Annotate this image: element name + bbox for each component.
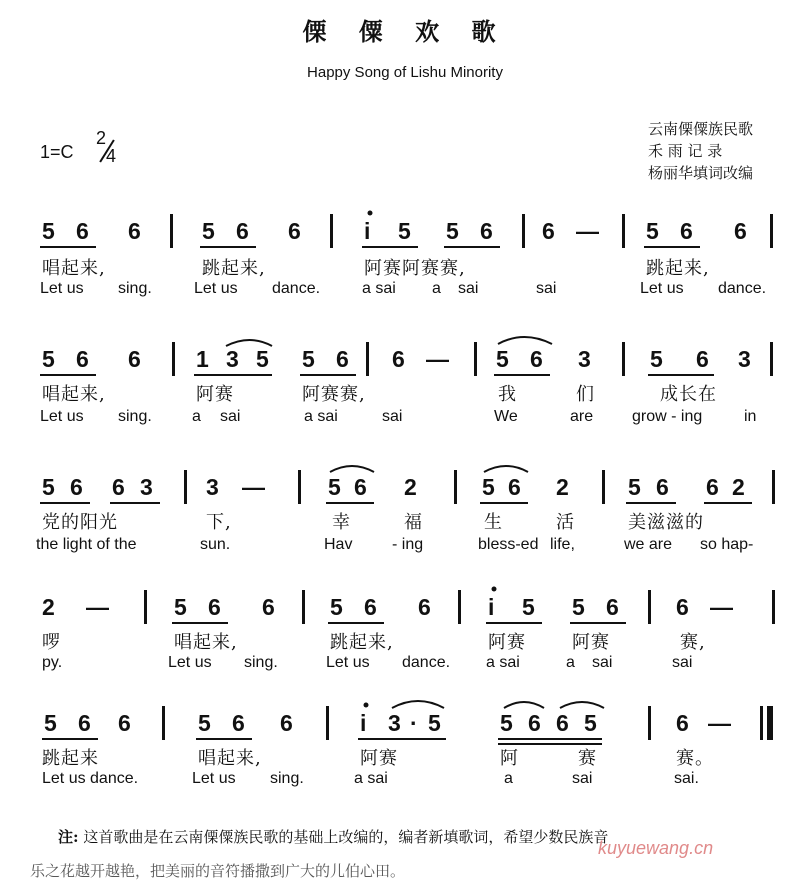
lyric-en: py. [42,654,63,671]
note: 5 [302,346,315,372]
note: 5 [650,346,663,372]
note: 6 [508,474,521,500]
note: 3 [226,346,239,372]
note: 5 [328,474,341,500]
dash: — [426,346,449,372]
note: 6 [262,594,275,620]
note: 6 [354,474,367,500]
lyric-en: Let us dance. [42,770,139,787]
dash: — [710,594,733,620]
watermark: kuyuewang.cn [598,838,714,858]
lyric-cn: 阿 [500,748,519,769]
note: 5 [500,710,513,736]
lyric-en: dance. [272,280,321,297]
slur [484,466,528,472]
lyric-en: grow - ing [632,408,703,425]
lyric-cn: 啰 [42,632,61,653]
lyric-en: a [566,654,575,671]
lyric-en: sai. [674,770,699,787]
dash: — [86,594,109,620]
lyric-en: sai [592,654,613,671]
lyric-en: Let us [40,408,84,425]
octave-dot [492,587,497,592]
note: 6 [680,218,693,244]
note: 5 [572,594,585,620]
lyric-en: in [744,408,757,425]
lyric-en: sun. [200,536,231,553]
note: 2 [404,474,417,500]
note: 6 [128,346,141,372]
note: i [364,218,371,244]
note: 5 [522,594,535,620]
lyric-cn: 阿赛阿赛赛, [364,258,466,279]
lyric-en: dance. [402,654,451,671]
lyric-en: bless-ed [478,536,539,553]
note: 6 [480,218,493,244]
song-title: 傈 僳 欢 歌 [302,17,508,46]
note: 2 [732,474,745,500]
lyric-cn: 阿赛 [572,632,610,653]
note: 6 [336,346,349,372]
note: 6 [208,594,221,620]
lyric-cn: 唱起来, [42,384,106,405]
note: 3 [738,346,751,372]
dash: — [576,218,599,244]
lyric-en: life, [550,536,575,553]
note: 6 [656,474,669,500]
lyric-en: sing. [270,770,304,787]
lyric-cn: 党的阳光 [42,512,118,533]
lyric-en: Let us [192,770,236,787]
note: 6 [676,594,689,620]
lyric-cn: 唱起来, [198,748,262,769]
lyric-en: sai [672,654,693,671]
lyric-en: sing. [118,280,152,297]
note: 3 [140,474,153,500]
note: 6 [232,710,245,736]
slur [330,466,374,472]
key-signature: 1=C [40,142,74,162]
note: i [488,594,495,620]
note: 6 [288,218,301,244]
lyric-cn: 唱起来, [174,632,238,653]
note: 6 [606,594,619,620]
note: 5 [398,218,411,244]
note: 5 [628,474,641,500]
note: 5 [496,346,509,372]
lyric-en: sai [458,280,479,297]
note: 5 [330,594,343,620]
lyric-en: Let us [40,280,84,297]
lyric-en: sing. [244,654,278,671]
note: 6 [418,594,431,620]
note: 6 [76,346,89,372]
lyric-cn: 赛, [680,632,706,653]
note: 6 [112,474,125,500]
note: 6 [118,710,131,736]
credit-origin: 云南傈僳族民歌 [648,120,754,138]
note: 5 [256,346,269,372]
lyric-en: - ing [392,536,424,553]
note: 5 [646,218,659,244]
note: 6 [542,218,555,244]
credit-recorder: 禾 雨 记 录 [648,142,723,160]
lyric-en: sai [220,408,241,425]
note: 5 [584,710,597,736]
lyric-en: the light of the [36,536,137,553]
footnote [58,826,608,847]
lyric-en: so hap- [700,536,754,553]
lyric-cn: 唱起来, [42,258,106,279]
note: 6 [236,218,249,244]
note: 2 [42,594,55,620]
note: 5 [198,710,211,736]
dot: · [410,710,418,736]
slur [226,340,272,346]
lyric-cn: 我 [498,384,517,405]
note: 3 [388,710,401,736]
lyric-cn: 阿赛 [488,632,526,653]
footnote-text: 这首歌曲是在云南傈僳族民歌的基础上改编的，编者新填歌词，希望少数民族音 [83,828,609,846]
lyric-en: Hav [324,536,353,553]
slur [560,702,604,708]
note: 6 [76,218,89,244]
lyric-cn: 们 [576,384,595,405]
lyric-en: dance. [718,280,767,297]
lyric-en: Let us [326,654,370,671]
lyric-cn: 生 [484,512,503,533]
lyric-cn: 赛。 [676,748,714,769]
note: 6 [78,710,91,736]
note: 5 [428,710,441,736]
lyric-cn: 活 [556,512,575,533]
note: 2 [556,474,569,500]
lyric-cn: 下, [206,512,232,533]
lyric-en: are [570,408,594,425]
lyric-cn: 跳起来, [202,258,266,279]
note: 6 [128,218,141,244]
lyric-cn: 跳起来, [330,632,394,653]
note: 5 [174,594,187,620]
note: 6 [706,474,719,500]
note: 6 [556,710,569,736]
lyric-en: a [504,770,513,787]
footnote-line-2: 乐之花越开越艳，把美丽的音符播撒到广大的儿伯心田。 [30,862,406,880]
note: 5 [44,710,57,736]
note: 1 [196,346,209,372]
note: 6 [392,346,405,372]
note: 6 [528,710,541,736]
lyric-cn: 成长在 [660,384,717,405]
note: 5 [42,346,55,372]
note: 6 [530,346,543,372]
lyric-cn: 赛 [578,748,597,769]
note: 5 [42,474,55,500]
lyric-en: a sai [304,408,338,425]
lyric-en: sai [536,280,557,297]
time-denominator: 4 [106,146,117,166]
lyric-en: we are [624,536,673,553]
slur [504,702,544,708]
note: 6 [696,346,709,372]
note: 3 [206,474,219,500]
note: 5 [482,474,495,500]
slur [498,337,552,344]
note: i [360,710,367,736]
song-subtitle: Happy Song of Lishu Minority [307,64,503,81]
note: 6 [676,710,689,736]
dash: — [242,474,265,500]
octave-dot [368,211,373,216]
note: 6 [70,474,83,500]
lyric-cn: 幸 [332,512,351,533]
lyric-en: Let us [168,654,212,671]
lyric-cn: 跳起来, [646,258,710,279]
slur [392,701,444,708]
lyric-cn: 跳起来 [42,748,99,769]
octave-dot [364,703,369,708]
lyric-en: a sai [486,654,520,671]
note: 5 [42,218,55,244]
lyric-cn: 美滋滋的 [628,512,704,533]
lyric-en: sai [572,770,593,787]
lyric-en: a sai [354,770,388,787]
lyric-en: a [192,408,201,425]
note: 3 [578,346,591,372]
note: 6 [364,594,377,620]
lyric-cn: 阿赛 [360,748,398,769]
credit-arranger: 杨丽华填词改编 [648,164,754,182]
lyric-en: a sai [362,280,396,297]
lyric-cn: 福 [404,512,423,533]
note: 5 [202,218,215,244]
lyric-en: We [494,408,518,425]
lyric-en: Let us [194,280,238,297]
footnote-label: 注: [58,828,79,846]
time-numerator: 2 [96,128,107,148]
lyric-en: a [432,280,441,297]
lyric-en: sing. [118,408,152,425]
dash: — [708,710,731,736]
note: 6 [280,710,293,736]
lyric-cn: 阿赛 [196,384,234,405]
lyric-cn: 阿赛赛, [302,384,366,405]
note: 6 [734,218,747,244]
note: 5 [446,218,459,244]
lyric-en: Let us [640,280,684,297]
lyric-en: sai [382,408,403,425]
